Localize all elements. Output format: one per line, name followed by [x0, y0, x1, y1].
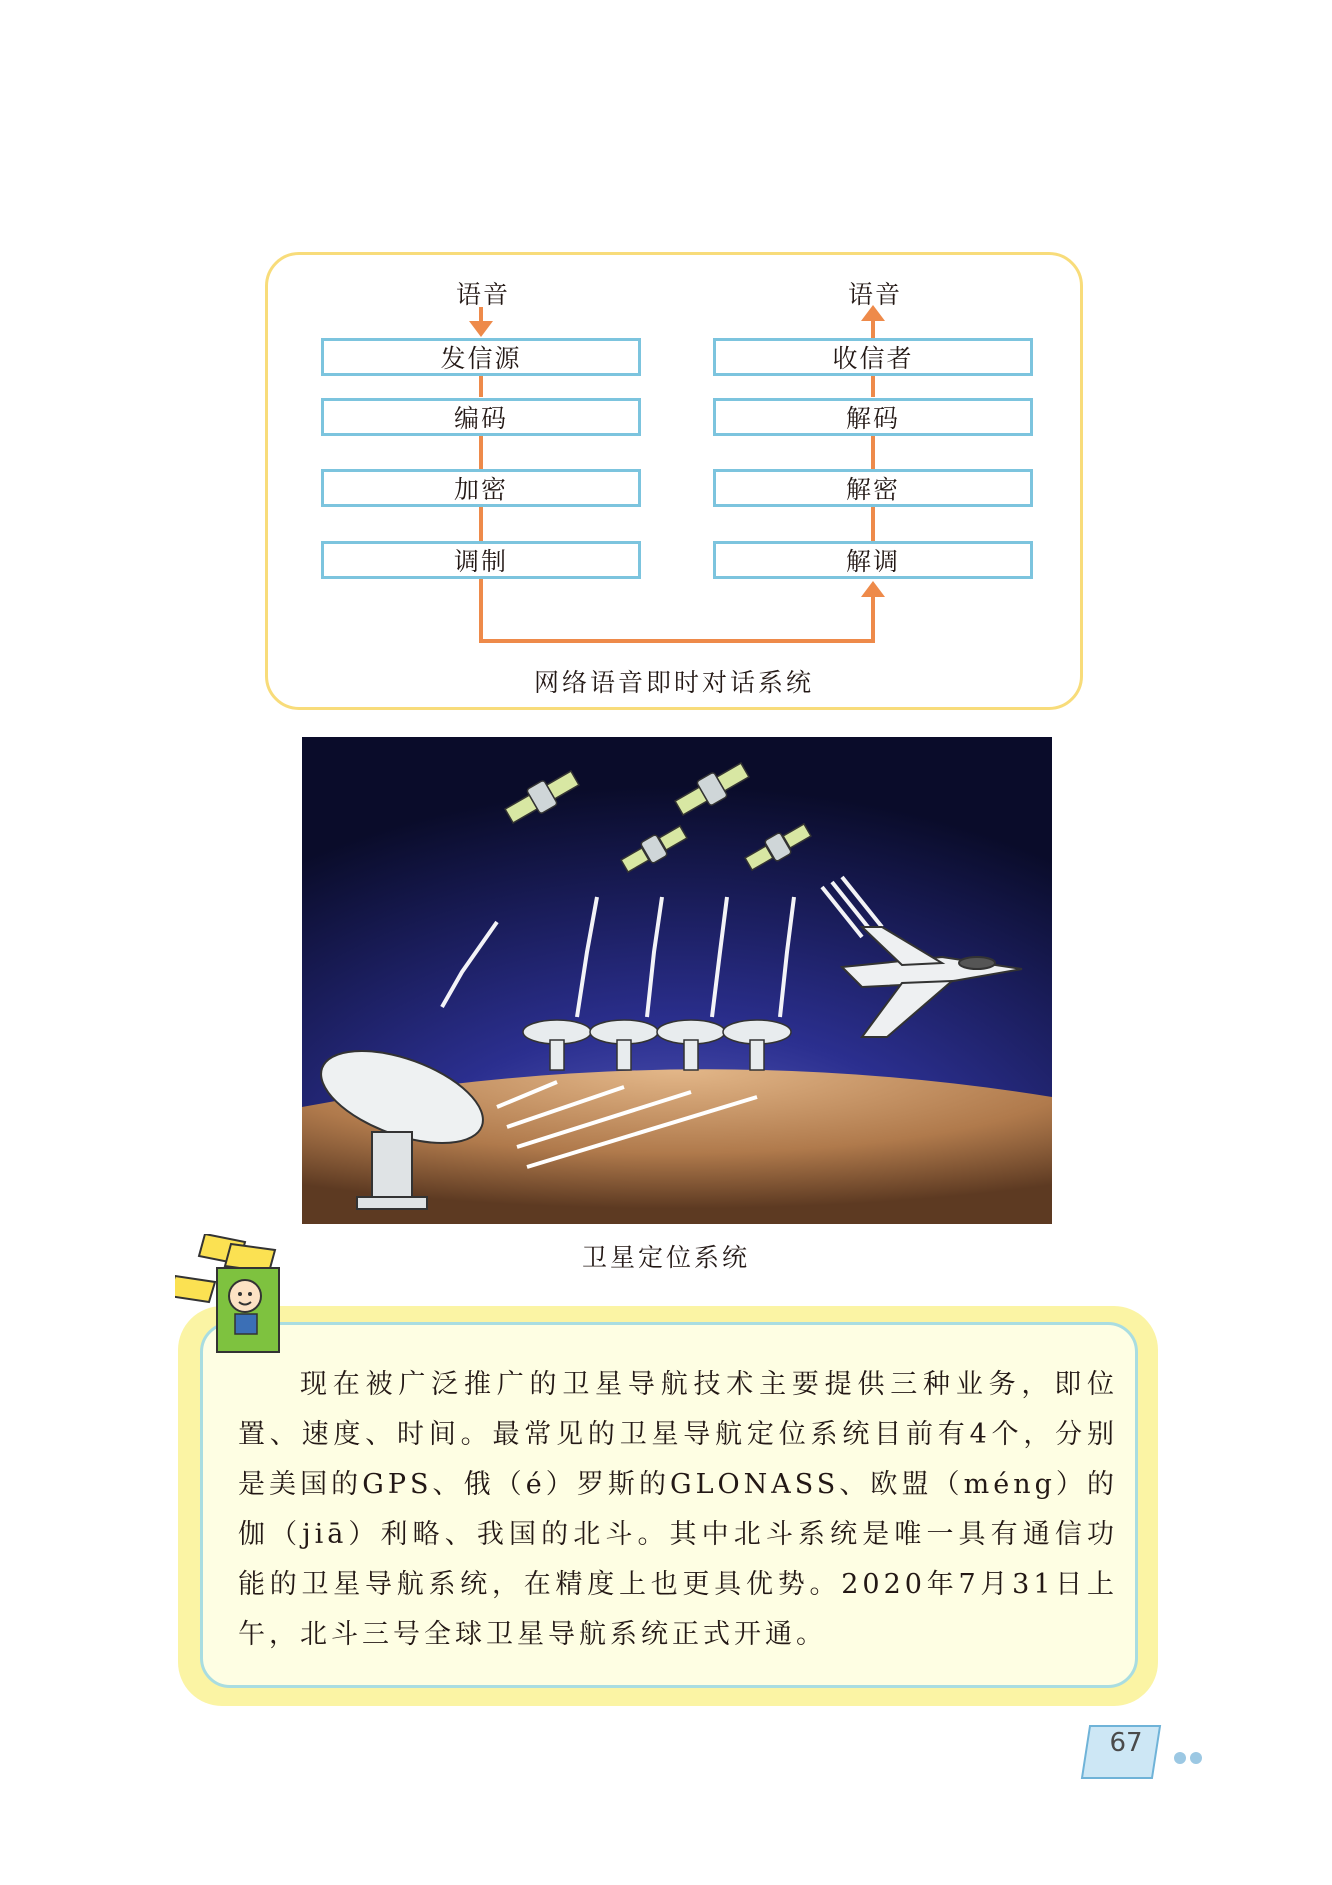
receiver-step-demodulate: 解调: [713, 541, 1033, 579]
receiver-step-decode: 解码: [713, 398, 1033, 436]
note-paragraph: 现在被广泛推广的卫星导航技术主要提供三种业务，即位置、速度、时间。最常见的卫星导航定位系统目前有4个，分别是美国的GPS、俄（é）罗斯的GLONASS、欧盟（méng）的伽（jiā）利略、我国的北斗。其中北斗系统是唯一具有通信功能的卫星导航系统，在精度上也更具优势。2020年7月31日上午，北斗三号全球卫星导航系统正式开通。: [238, 1369, 1118, 1650]
diagram-caption: 网络语音即时对话系统: [533, 668, 814, 697]
receiver-step-decrypt: 解密: [713, 469, 1033, 507]
receiver-end-label: 语音: [848, 280, 903, 309]
receiver-step-receiver: 收信者: [713, 338, 1033, 376]
flow-diagram-frame: [265, 252, 1083, 710]
arrow-head-up: [861, 581, 885, 597]
sender-step-encode: 编码: [321, 398, 641, 436]
mascot-mailbox-icon: [175, 1234, 295, 1354]
sender-step-modulate: 调制: [321, 541, 641, 579]
illustration-caption: 卫星定位系统: [581, 1243, 750, 1272]
bridge-connector: [481, 579, 873, 641]
page-number: 67: [1109, 1728, 1143, 1758]
sender-end-label: 语音: [456, 280, 511, 309]
sender-step-source: 发信源: [321, 338, 641, 376]
sender-step-encrypt: 加密: [321, 469, 641, 507]
arrow-head-down: [469, 321, 493, 337]
satellite-illustration: [302, 737, 1052, 1224]
